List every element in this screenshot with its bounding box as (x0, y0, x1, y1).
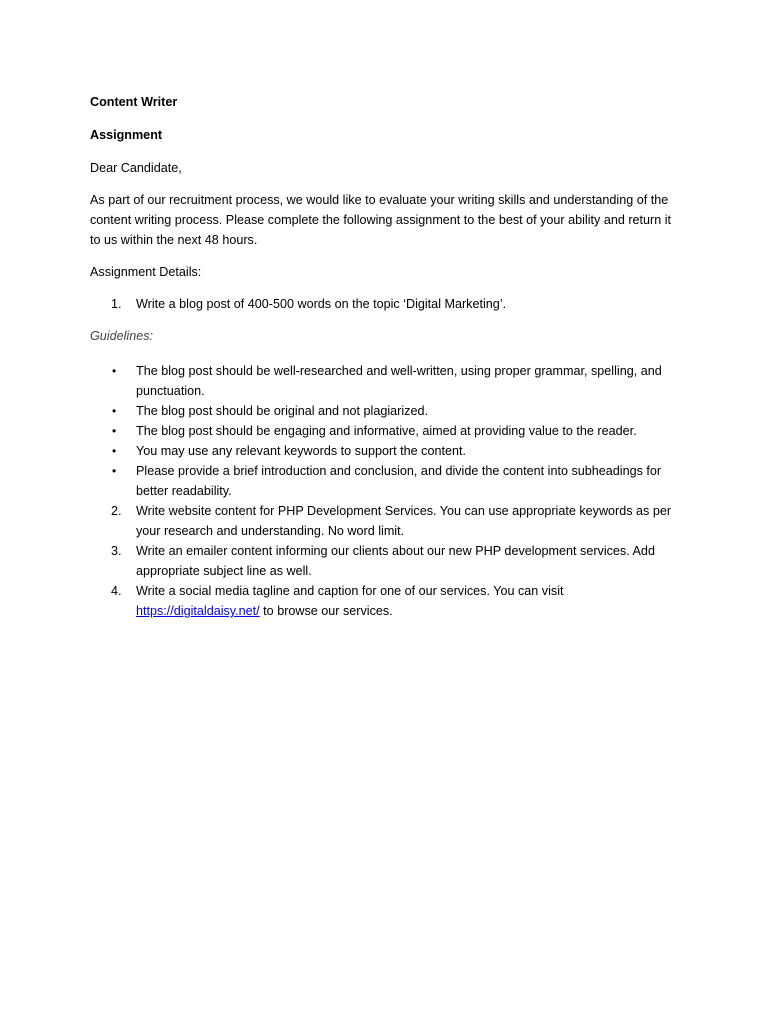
bullet-icon: • (112, 364, 117, 378)
guideline-item (90, 441, 680, 461)
intro-paragraph: As part of our recruitment process, we would like to evaluate your writing skills and understanding of the content writing process. Please complete the following assignment to the best of your ability and return it to us within the next 48 hours. (90, 193, 672, 247)
guideline-item (90, 361, 680, 401)
assignment-item-4 (90, 581, 680, 621)
list-number: 3. (111, 544, 122, 558)
greeting: Dear Candidate, (90, 161, 182, 175)
assignment-item-1 (90, 294, 680, 314)
document-subtitle: Assignment (90, 128, 163, 142)
guideline-text: Please provide a brief introduction and conclusion, and divide the content into subheadings for better readability. (136, 464, 662, 498)
assignment-item-text-suffix: to browse our services. (259, 604, 393, 618)
assignment-item-2 (90, 501, 680, 541)
guideline-text: You may use any relevant keywords to support the content. (136, 444, 466, 458)
bullet-icon: • (112, 444, 117, 458)
assignment-item-text: Write an emailer content informing our clients about our new PHP development services. Add appropriate subject line as well. (136, 544, 655, 578)
list-number: 1. (111, 297, 122, 311)
guideline-item (90, 461, 680, 501)
guideline-text: The blog post should be well-researched and well-written, using proper grammar, spelling, and punctuation. (136, 364, 662, 398)
guidelines-list (90, 361, 680, 501)
list-number: 4. (111, 584, 122, 598)
guideline-text: The blog post should be original and not plagiarized. (136, 404, 428, 418)
bullet-icon: • (112, 464, 117, 478)
document-page (90, 92, 680, 621)
assignment-item-text: Write website content for PHP Development Services. You can use appropriate keywords as per your research and understanding. No word limit. (136, 504, 672, 538)
bullet-icon: • (112, 424, 117, 438)
document-title: Content Writer (90, 95, 178, 109)
bullet-icon: • (112, 404, 117, 418)
assignment-item-text: Write a blog post of 400-500 words on the topic ‘Digital Marketing’. (136, 297, 507, 311)
website-link[interactable]: https://digitaldaisy.net/ (136, 604, 260, 618)
list-number: 2. (111, 504, 122, 518)
guidelines-label: Guidelines: (90, 329, 154, 343)
assignment-details-label: Assignment Details: (90, 265, 202, 279)
guideline-text: The blog post should be engaging and informative, aimed at providing value to the reader. (136, 424, 637, 438)
assignment-item-3 (90, 541, 680, 581)
guideline-item (90, 421, 680, 441)
guideline-item (90, 401, 680, 421)
assignment-item-text: Write a social media tagline and caption for one of our services. You can visit (136, 584, 564, 598)
